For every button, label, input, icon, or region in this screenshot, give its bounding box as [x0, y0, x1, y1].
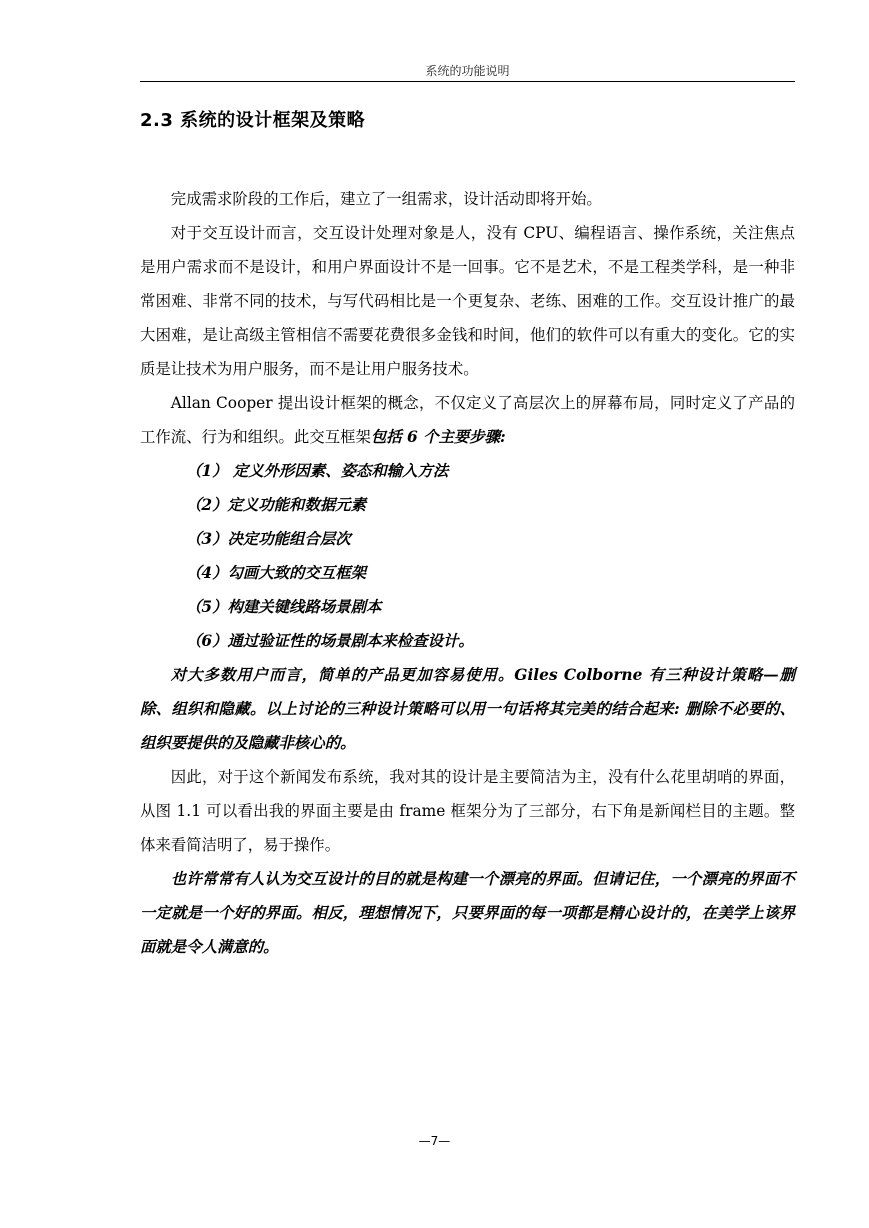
step-item-6: （6）通过验证性的场景剧本来检查设计。 — [186, 632, 474, 650]
paragraph-design-framework — [140, 386, 795, 454]
paragraph-beautiful-interface: 也许常常有人认为交互设计的目的就是构建一个漂亮的界面。但请记住，一个漂亮的界面不一定就是一个好的界面。相反，理想情况下，只要界面的每一项都是精心设计的，在美学上该界面就是令人满意的。 — [140, 870, 795, 956]
step-item-1: （1） 定义外形因素、姿态和输入方法 — [186, 462, 449, 480]
section-heading: 2.3 系统的设计框架及策略 — [140, 110, 366, 131]
page-header-title: 系统的功能说明 — [425, 64, 510, 78]
step-item-2: （2）定义功能和数据元素 — [186, 496, 367, 514]
step-item-3: （3）决定功能组合层次 — [186, 530, 351, 548]
step-item-5: （5）构建关键线路场景剧本 — [186, 598, 382, 616]
step-item-4: （4）勾画大致的交互框架 — [186, 564, 367, 582]
paragraph-framework-emphasis: 包括 6 个主要步骤: — [370, 428, 506, 446]
header-divider — [140, 81, 795, 82]
paragraph-news-system: 因此，对于这个新闻发布系统，我对其的设计是主要简洁为主，没有什么花里胡哨的界面，从图 1.1 可以看出我的界面主要是由 frame 框架分为了三部分，右下角是新闻栏目的主题。整体来看简洁明了，易于操作。 — [140, 768, 795, 854]
page-number: —7— — [418, 1134, 451, 1148]
paragraph-intro: 完成需求阶段的工作后，建立了一组需求，设计活动即将开始。 — [170, 190, 602, 208]
paragraph-design-strategy: 对大多数用户而言，简单的产品更加容易使用。Giles Colborne 有三种设计策略—删除、组织和隐藏。以上讨论的三种设计策略可以用一句话将其完美的结合起来: 删除不必要的、组织要提供的及隐藏非核心的。 — [140, 666, 795, 752]
body-text — [140, 182, 795, 964]
paragraph-interaction-design: 对于交互设计而言，交互设计处理对象是人，没有 CPU、编程语言、操作系统，关注焦点是用户需求而不是设计，和用户界面设计不是一回事。它不是艺术，不是工程类学科，是一种非常困难、非常不同的技术，与写代码相比是一个更复杂、老练、困难的工作。交互设计推广的最大困难，是让高级主管相信不需要花费很多金钱和时间，他们的软件可以有重大的变化。它的实质是让技术为用户服务，而不是让用户服务技术。 — [140, 224, 795, 378]
paragraph-framework-text: Allan Cooper 提出设计框架的概念，不仅定义了高层次上的屏幕布局，同时定义了产品的工作流、行为和组织。此交互框架 — [140, 394, 795, 446]
